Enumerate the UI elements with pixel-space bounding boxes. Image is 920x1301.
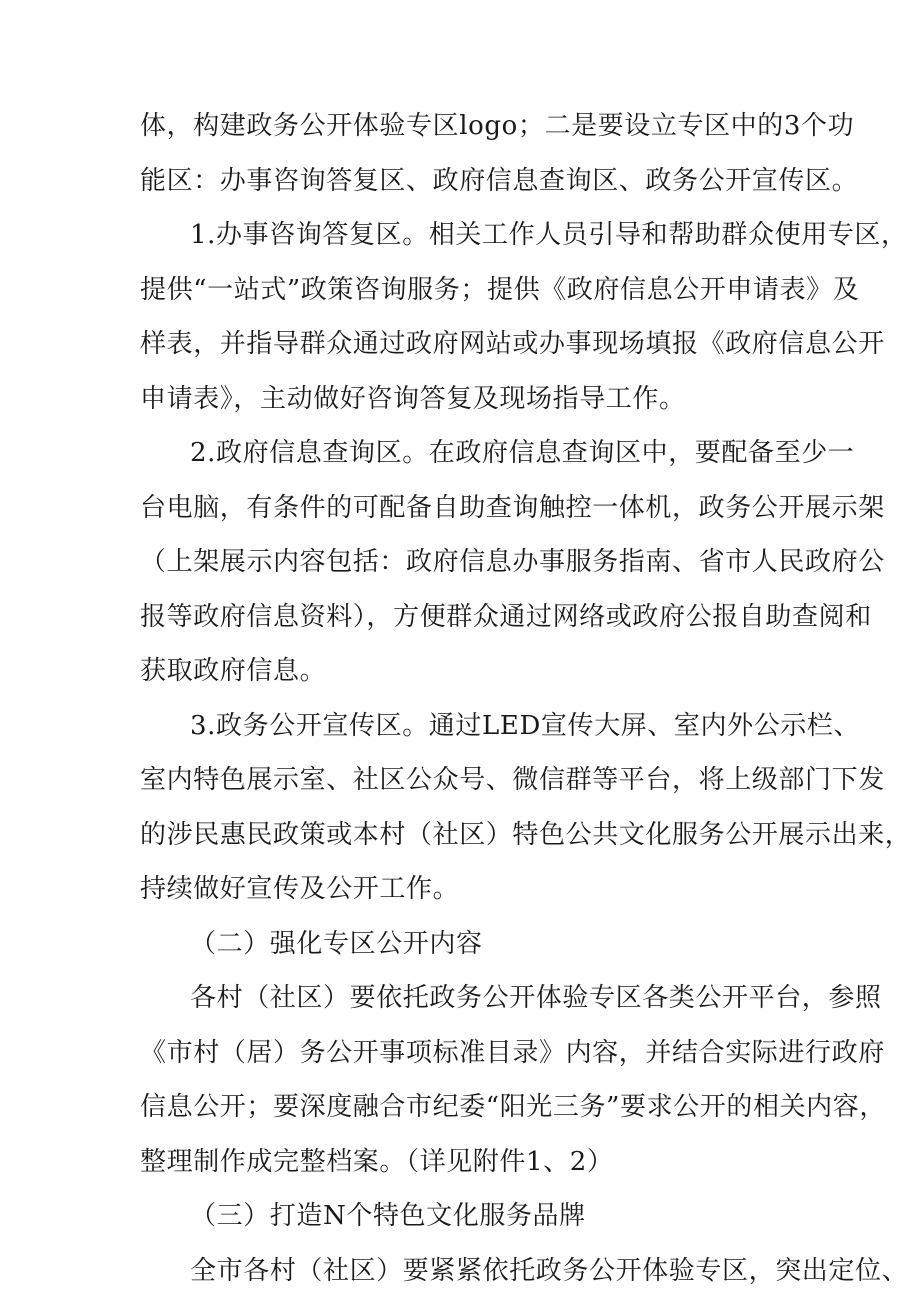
text-line: 报等政府信息资料），方便群众通过网络或政府公报自助查阅和 [140, 601, 872, 632]
text-line: 整理制作成完整档案。（详见附件1、2） [140, 1146, 614, 1177]
text-line: 的涉民惠民政策或本村（社区）特色公共文化服务公开展示出来， [140, 819, 912, 850]
text-line: 能区：办事咨询答复区、政府信息查询区、政务公开宣传区。 [140, 165, 859, 196]
text-line: 持续做好宣传及公开工作。 [140, 874, 460, 904]
text-line: （上架展示内容包括：政府信息办事服务指南、省市人民政府公 [140, 547, 885, 577]
text-line: 全市各村（社区）要紧紧依托政务公开体验专区，突出定位、 [190, 1255, 909, 1286]
text-line: 样表，并指导群众通过政府网站或办事现场填报《政府信息公开 [140, 329, 885, 359]
text-line: 1.办事咨询答复区。相关工作人员引导和帮助群众使用专区， [190, 220, 908, 250]
text-line: 台电脑，有条件的可配备自助查询触控一体机，政务公开展示架 [140, 492, 885, 523]
text-line: 提供“一站式”政策咨询服务；提供《政府信息公开申请表》及 [140, 274, 860, 305]
text-line: 2.政府信息查询区。在政府信息查询区中，要配备至少一 [190, 438, 855, 468]
text-line: 各村（社区）要依托政务公开体验专区各类公开平台，参照 [190, 983, 882, 1013]
section-heading: （三）打造N个特色文化服务品牌 [190, 1201, 586, 1231]
text-line: 信息公开；要深度融合市纪委“阳光三务”要求公开的相关内容， [140, 1092, 886, 1122]
text-line: 《市村（居）务公开事项标准目录》内容，并结合实际进行政府 [140, 1037, 885, 1068]
section-heading: （二）强化专区公开内容 [190, 928, 483, 959]
text-line: 体，构建政务公开体验专区logo；二是要设立专区中的3个功 [140, 111, 855, 141]
text-line: 申请表》，主动做好咨询答复及现场指导工作。 [140, 383, 686, 414]
text-line: 室内特色展示室、社区公众号、微信群等平台，将上级部门下发 [140, 765, 885, 795]
text-line: 获取政府信息。 [140, 656, 327, 686]
text-line: 3.政务公开宣传区。通过LED宣传大屏、室内外公示栏、 [190, 710, 861, 741]
